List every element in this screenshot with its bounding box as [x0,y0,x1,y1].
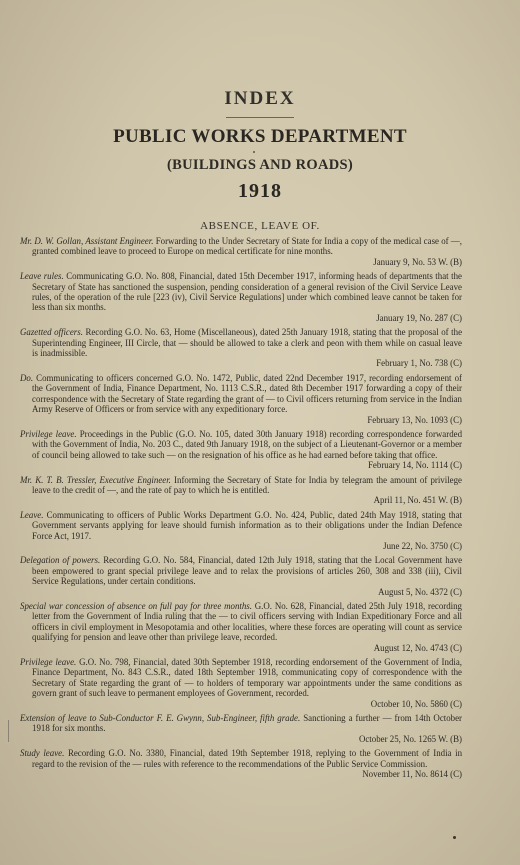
entry-text: Communicating to officers of Public Works Department G.O. No. 424, Public, dated 24th May 1918, stating that Government servants applying for leave should furnish information as to their obligations under the Indian Defence Force Act, 1917. [32,509,463,541]
entry-reference: October 10, No. 5860 (C) [370,698,462,709]
entry-list [20,236,462,784]
entry-reference: August 12, No. 4743 (C) [373,642,462,653]
entry-lead: Delegation of powers. [20,555,101,566]
entry-text: Sanctioning a further — from 14th October 1918 for six months. [32,713,462,734]
entry-lead: Study leave. [20,748,65,759]
entry-reference: October 25, No. 1265 W. (B) [358,733,462,744]
entry-reference: February 14, No. 1114 (C) [368,460,462,471]
entry-text: Recording G.O. No. 63, Home (Miscellaneous), dated 25th January 1918, stating that the proposal of the Superintending Engineer, III Circle, that — should be allowed to take a clerk and peon with them while on casual leave is inadmissible. [32,327,463,359]
entry-reference: August 5, No. 4372 (C) [378,586,462,597]
section-heading: ABSENCE, LEAVE OF. [200,220,320,232]
entry-text: Informing the Secretary of State for India by telegram the amount of privilege leave to the credit of —, and the rate of pay to which he is entitled. [32,474,462,495]
index-title: INDEX [224,88,296,109]
index-entry [20,429,462,471]
entry-text: Forwarding to the Under Secretary of State for India a copy of the medical case of —, granted combined leave to proceed to Europe on medical certificate for nine months. [32,236,463,257]
title-rule [226,117,294,118]
index-entry [20,271,462,323]
entry-text: Recording G.O. No. 3380, Financial, dated 19th September 1918, replying to the Government of India in regard to the revision of the — rules with reference to the recommendations of the Public Service Commission. [32,748,463,769]
year-heading: 1918 [238,180,282,202]
entry-reference: April 11, No. 451 W. (B) [373,495,462,506]
entry-lead: Leave. [20,509,44,520]
index-entry [20,601,462,653]
index-entry [20,510,462,552]
entry-lead: Mr. K. T. B. Tressler, Executive Engineer. [20,474,171,485]
index-entry [20,236,462,267]
entry-lead: Extension of leave to Sub-Conductor F. E. Gwynn, Sub-Engineer, fifth grade. [20,713,301,724]
index-entry [20,327,462,369]
index-entry [20,475,462,506]
entry-text: Communicating G.O. No. 808, Financial, dated 15th December 1917, informing heads of departments that the Secretary of State has sanctioned the suspension, pending consideration of a general revision of the Civil Service Leave rules, of the operation of the rule [223 (iv), Civil Service Regulations] under which combined leave cannot be taken for less than six months. [32,271,462,313]
entry-lead: Mr. D. W. Gollan, Assistant Engineer. [20,236,154,246]
index-entry [20,713,462,744]
entry-reference: February 13, No. 1093 (C) [367,414,462,425]
ink-dot [453,836,456,839]
entry-text: Communicating to officers concerned G.O. No. 1472, Public, dated 22nd December 1917, recording endorsement of the Government of India, Finance Department, No. 1113 C.S.R., dated 8th December 1917 forwarding a copy of their correspondence with the Secretary of State regarding the grant of — to Civil officers returning from service in the Indian Army Reserve of Officers or from service with any expeditionary force. [32,372,462,415]
ornament-dot [253,151,255,153]
entry-lead: Privilege leave. [20,428,77,439]
entry-reference: January 19, No. 287 (C) [376,312,462,323]
entry-lead: Special war concession of absence on full pay for three months. [20,601,252,611]
entry-lead: Do. [20,372,34,383]
entry-text: Recording G.O. No. 584, Financial, dated 12th July 1918, stating that the Local Government have been empowered to grant special privilege leave and to relax the provisions of articles 260, 308 and 338 (iii), Civil Service Regulations, under certain conditions. [32,555,463,587]
index-entry [20,657,462,709]
entry-reference: February 1, No. 738 (C) [376,358,462,369]
entry-reference: January 9, No. 53 W. (B) [373,256,462,267]
entry-reference: November 11, No. 8614 (C) [362,769,462,780]
index-entry [20,373,462,425]
entry-lead: Gazetted officers. [20,327,83,338]
entry-lead: Leave rules. [20,271,64,282]
index-entry [20,555,462,597]
margin-pencil-mark [8,720,15,742]
entry-reference: June 22, No. 3750 (C) [383,540,462,551]
entry-text: G.O. No. 798, Financial, dated 30th September 1918, recording endorsement of the Government of India, Finance Department, No. 843 C.S.R., dated 18th September 1918, communicating copy of correspondence with the Secretary of State regarding the grant of — to holders of temporary war appointments under the same conditions as govern grant of such leave to permanent employees of Government, recorded. [32,657,463,699]
entry-lead: Privilege leave. [20,657,77,668]
department-title: PUBLIC WORKS DEPARTMENT [113,126,407,147]
index-entry [20,748,462,779]
entry-text: Proceedings in the Public (G.O. No. 105, dated 30th January 1918) recording correspondence forwarded with the Government of India, No. 203 C., dated 9th January 1918, on the subject of a Lieutenant-Governor or a member of council being allowed to take such — on the resignation of his office as he had earned before taking that office. [32,428,463,460]
entry-text: G.O. No. 628, Financial, dated 25th July 1918, recording letter from the Government of India ruling that the — to civil officers serving with Indian Expeditionary Force and all officers in civil employment in Mesopotamia and other localities, where these forces are operating will count as service qualifying for pension and leave other than privilege leave, recorded. [32,601,462,643]
department-subtitle: (BUILDINGS AND ROADS) [167,157,353,173]
